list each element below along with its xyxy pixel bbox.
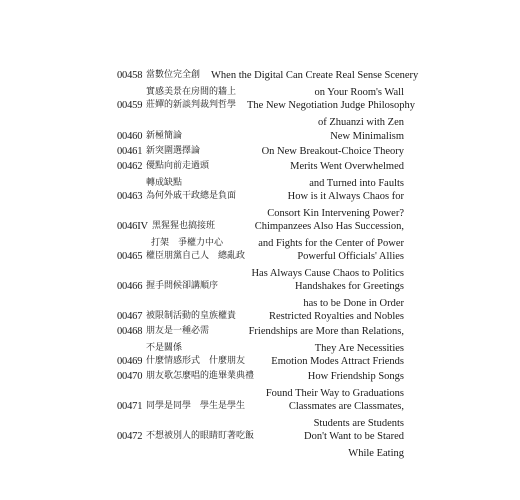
english-title-continued: and Fights for the Center of Power: [258, 238, 404, 249]
english-title: Emotion Modes Attract Friends: [271, 356, 404, 367]
index-entry: [0, 398, 520, 432]
english-title-continued: While Eating: [348, 448, 404, 459]
english-title: New Minimalism: [330, 131, 404, 142]
english-title-continued: Found Their Way to Graduations: [265, 388, 404, 399]
chinese-title: 優點向前走過頭: [146, 161, 210, 171]
chinese-title: 當數位完全創: [146, 70, 201, 80]
chinese-title-continued: 實感美景在房間的牆上: [146, 87, 237, 97]
english-title: The New Negotiation Judge Philosophy: [247, 100, 415, 111]
index-entry: [0, 323, 520, 357]
entry-number: 00460: [117, 131, 143, 142]
entry-number: 00466: [117, 281, 143, 292]
chinese-title: 權臣朋黨自己人 總亂政: [146, 251, 246, 261]
english-title: Powerful Officials' Allies: [297, 251, 404, 262]
english-title-continued: Has Always Cause Chaos to Politics: [251, 268, 404, 279]
chinese-title: 被限制活動的皇族權貴: [146, 311, 237, 321]
chinese-title-continued: 打架 爭權力中心: [151, 238, 224, 248]
english-title: Handshakes for Greetings: [294, 281, 404, 292]
english-title-continued: and Turned into Faults: [309, 178, 404, 189]
entry-number: 00459: [117, 100, 143, 111]
index-entry: [0, 97, 520, 131]
english-title: On New Breakout-Choice Theory: [261, 146, 404, 157]
chinese-title: 什麼情感形式 什麼朋友: [146, 356, 246, 366]
index-entry: [0, 188, 520, 222]
english-title: How is it Always Chaos for: [287, 191, 404, 202]
english-title: Friendships are More than Relations,: [248, 326, 404, 337]
chinese-title: 黑猩猩也搞接班: [152, 221, 216, 231]
entry-number: 00458: [117, 70, 143, 81]
english-title: Merits Went Overwhelmed: [290, 161, 404, 172]
entry-number: 00467: [117, 311, 143, 322]
index-entry: [0, 67, 520, 101]
index-entry: [0, 248, 520, 282]
chinese-title-continued: 不是關係: [146, 343, 183, 353]
entry-number: 00465: [117, 251, 143, 262]
english-title-continued: Consort Kin Intervening Power?: [267, 208, 404, 219]
index-entry: [0, 368, 520, 402]
entry-number: 00463: [117, 191, 143, 202]
english-title-continued: They Are Necessities: [314, 343, 404, 354]
english-title-continued: of Zhuanzi with Zen: [317, 117, 404, 128]
entry-number: 00462: [117, 161, 143, 172]
english-title: When the Digital Can Create Real Sense Scenery: [211, 70, 419, 81]
chinese-title: 新極簡論: [146, 131, 183, 141]
entry-number: 00470: [117, 371, 143, 382]
index-entry: [0, 278, 520, 312]
chinese-title: 握手問候卻講順序: [146, 281, 219, 291]
chinese-title: 為何外戚干政總是負面: [146, 191, 237, 201]
chinese-title: 莊嬋的新談判裁判哲學: [146, 100, 237, 110]
index-entry: [0, 158, 520, 192]
english-title: Don't Want to be Stared: [303, 431, 404, 442]
entry-number: 00469: [117, 356, 143, 367]
entry-number: 00468: [117, 326, 143, 337]
index-entry: [0, 218, 520, 252]
chinese-title: 不想被別人的眼睛盯著吃飯: [146, 431, 255, 441]
english-title-continued: Students are Students: [313, 418, 404, 429]
entry-number: 0046IV: [117, 221, 148, 232]
english-title: Restricted Royalties and Nobles: [268, 311, 404, 322]
chinese-title-continued: 轉成缺點: [146, 178, 183, 188]
english-title-continued: has to be Done in Order: [303, 298, 404, 309]
entry-number: 00461: [117, 146, 143, 157]
english-title: How Friendship Songs: [307, 371, 404, 382]
chinese-title: 朋友歌怎麼唱的進畢業典禮: [146, 371, 255, 381]
index-entry: [0, 428, 520, 462]
entry-number: 00472: [117, 431, 143, 442]
chinese-title: 同學是同學 學生是學生: [146, 401, 246, 411]
chinese-title: 朋友是一種必需: [146, 326, 210, 336]
english-title-continued: on Your Room's Wall: [314, 87, 404, 98]
chinese-title: 新突圍選擇論: [146, 146, 201, 156]
entry-number: 00471: [117, 401, 143, 412]
english-title: Classmates are Classmates,: [288, 401, 404, 412]
english-title: Chimpanzees Also Has Succession,: [254, 221, 404, 232]
